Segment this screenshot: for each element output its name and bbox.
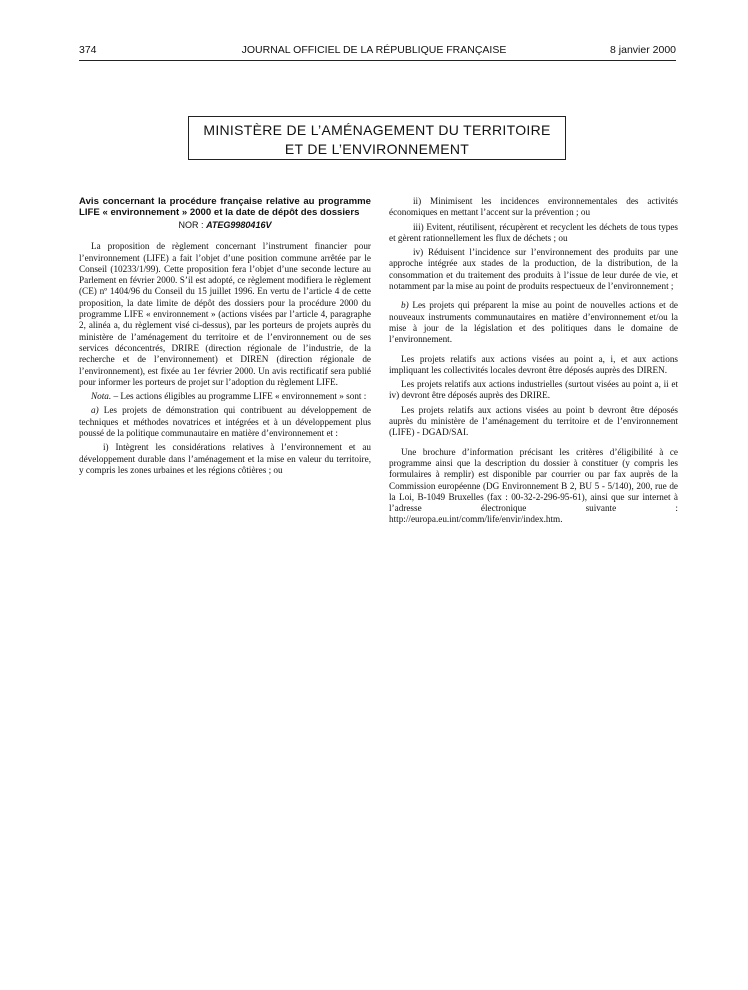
nota-label: Nota. — [91, 391, 112, 402]
paragraph-diren: Les projets relatifs aux actions visées au point a, i, et aux actions impliquant les collectivités locales devront être déposés auprès des DIREN. — [389, 353, 678, 375]
point-b-label: b) — [401, 300, 409, 311]
item-i: i) Intègrent les considérations relatives à l’environnement et au développement durable dans l’aménagement et la mise en valeur du territoire, y compris les zones urbaines et les régions côtières ; ou — [79, 442, 371, 475]
paragraph-ministry-deposit: Les projets relatifs aux actions visées au point b devront être déposés auprès du ministère de l’aménagement du territoire et de l’environnement (LIFE) - DGAD/SAI. — [389, 404, 678, 438]
paragraph-nota — [79, 391, 371, 402]
item-iii: iii) Evitent, réutilisent, récupèrent et recyclent les déchets de tous types et gèrent rationnellement les flux de déchets ; ou — [389, 221, 678, 243]
ministry-line-2: ET DE L’ENVIRONNEMENT — [284, 141, 470, 157]
paragraph-drire: Les projets relatifs aux actions industrielles (surtout visées au point a, ii et iv) devront être déposés auprès des DRIRE. — [389, 379, 678, 401]
notice-title: Avis concernant la procédure française relative au programme LIFE « environnement » 2000 et la date de dépôt des dossiers — [79, 196, 371, 218]
left-column — [79, 196, 371, 479]
paragraph-a — [79, 405, 371, 439]
item-iv: iv) Réduisent l’incidence sur l’environnement des produits par une approche intégrée aux stades de la production, de la distribution, de la consommation et du traitement des produits à l’issue de leur durée de vie, et notamment par la mise au point de produits respectueux de l’environnement ; — [389, 247, 678, 292]
ministry-box — [188, 116, 566, 160]
nor-reference — [79, 220, 371, 231]
point-b-text: Les projets qui préparent la mise au point de nouvelles actions et de nouveaux instruments communautaires en matière d’environnement et/ou la mise à jour de la législation et des politiques dans le domaine de l’environnement. — [389, 300, 678, 345]
nota-text: – Les actions éligibles au programme LIFE « environnement » sont : — [111, 391, 367, 402]
page-number: 374 — [79, 44, 97, 56]
ministry-line-1: MINISTÈRE DE L’AMÉNAGEMENT DU TERRITOIRE — [203, 122, 551, 138]
header-rule — [79, 60, 676, 61]
point-a-label: a) — [91, 405, 99, 416]
item-ii: ii) Minimisent les incidences environnementales des activités économiques en mettant l’accent sur la prévention ; ou — [389, 196, 678, 218]
paragraph-proposal: La proposition de règlement concernant l’instrument financier pour l’environnement (LIFE) a fait l’objet d’une position commune arrêtée par le Conseil (10233/1/99). Cette proposition fera l’objet d’une seconde lecture au Parlement en février 2000. S’il est adopté, ce règlement modifiera le règlement (CE) nº 1404/96 du Conseil du 15 juillet 1996. En vertu de l’article 4 de cette proposition, la date limite de dépôt des dossiers pour la procédure 2000 du programme LIFE « environnement » (actions visées par l’article 4, paragraphe 2, alinéa a, du règlement visé ci-dessus), par les porteurs de projets auprès du ministère de l’aménagement du territoire et de l’environnement ou de ses services déconcentrés, DRIRE (direction régionale de l’industrie, de la recherche et de l’environnement) et DIREN (direction régionale de l’environnement), est fixée au 1er février 2000. Un avis rectificatif sera publié pour informer les porteurs de projet sur l’adoption du règlement LIFE. — [79, 241, 371, 387]
paragraph-brochure: Une brochure d’information précisant les critères d’éligibilité à ce programme ainsi que la description du dossier à constituer (y compris les formulaires à remplir) est disponible par courrier ou par fax auprès de la Commission européenne (DG Environnement B 2, BU 5 - 5/140), 200, rue de la Loi, B-1049 Bruxelles (fax : 00-32-2-296-95-61), ainsi que sur internet à l’adresse électronique suivante : http://europa.eu.int/comm/life/envir/index.htm. — [389, 446, 678, 525]
nor-code: ATEG9980416V — [206, 220, 272, 230]
paragraph-b — [389, 300, 678, 345]
right-column — [389, 196, 678, 529]
publication-date: 8 janvier 2000 — [610, 44, 676, 56]
point-a-text: Les projets de démonstration qui contribuent au développement de techniques et méthodes novatrices et intégrées et à un développement plus poussé de la politique communautaire en matière d’environnement et : — [79, 405, 371, 439]
journal-title: JOURNAL OFFICIEL DE LA RÉPUBLIQUE FRANÇAISE — [241, 44, 507, 56]
nor-label: NOR : — [178, 220, 204, 230]
